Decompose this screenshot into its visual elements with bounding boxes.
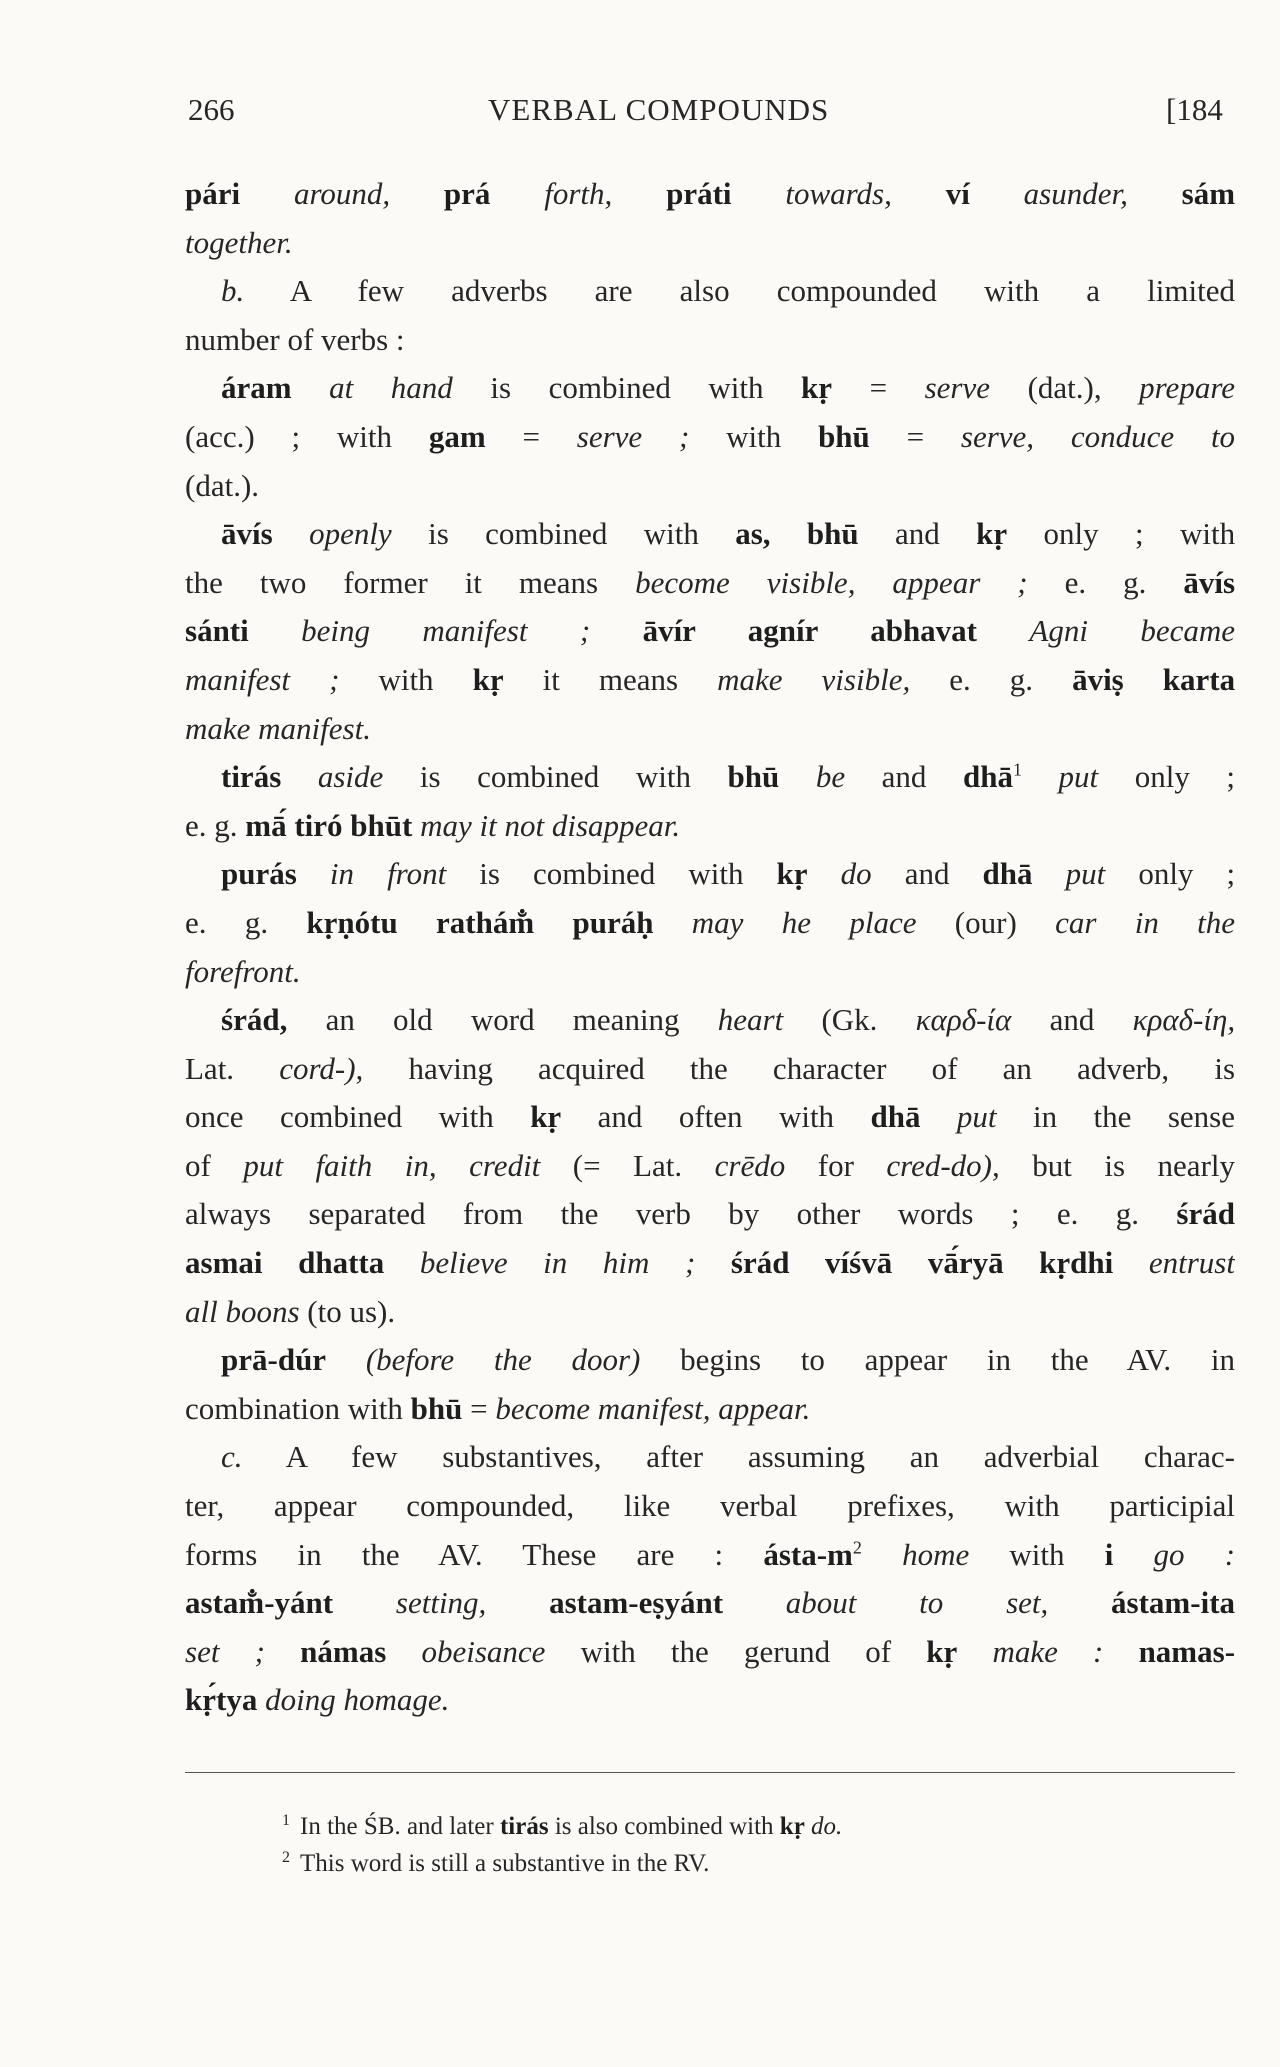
text-line: (dat.). bbox=[185, 467, 260, 503]
text-line: (acc.) ; with gam = serve ; with bhū = serve, conduce to bbox=[185, 418, 1235, 454]
text-line: set ; námas obeisance with the gerund of kṛ make : namas- bbox=[185, 1633, 1235, 1669]
text-line: e. g. kṛṇótu rathám̐ puráḥ may he place (our) car in the bbox=[185, 904, 1235, 940]
text-line: kṛ́tya doing homage. bbox=[185, 1682, 450, 1718]
text-line: b. A few adverbs are also compounded with a limited bbox=[221, 273, 1235, 309]
text-line: asmai dhatta believe in him ; śrád víśvā vā́ryā kṛdhi entrust bbox=[185, 1245, 1235, 1281]
text-line: number of verbs : bbox=[185, 321, 405, 357]
text-line: of put faith in, credit (= Lat. crēdo for cred-do), but is nearly bbox=[185, 1147, 1235, 1183]
footnote-1: $^1$ In the ŚB. and later tirás is also combined with kṛ do. bbox=[282, 1811, 843, 1840]
text-line: forms in the AV. These are : ásta-$m^2$ home with i go : bbox=[185, 1536, 1235, 1572]
footnote-divider bbox=[185, 1772, 1235, 1773]
text-line: sánti being manifest ; āvír agnír abhavat Agni became bbox=[185, 613, 1235, 649]
text-line: pári around, prá forth, práti towards, ví asunder, sám bbox=[185, 176, 1235, 211]
page-header bbox=[188, 92, 1238, 132]
text-line: áram at hand is combined with kṛ = serve (dat.), prepare bbox=[221, 370, 1235, 406]
text-line: always separated from the verb by other words ; e. g. śrád bbox=[185, 1196, 1235, 1232]
text-line: forefront. bbox=[185, 953, 301, 989]
text-line: purás in front is combined with kṛ do and dhā put only ; bbox=[221, 856, 1235, 892]
text-line: all boons (to us). bbox=[185, 1293, 396, 1329]
page-number: 266 bbox=[188, 92, 235, 127]
text-line: make manifest. bbox=[185, 710, 371, 746]
text-line: tirás aside is combined with bhū be and dhā$^1$ put only ; bbox=[221, 759, 1235, 795]
text-line: astam̐-yánt setting, astam-eṣyánt about to set, ástam-ita bbox=[185, 1585, 1235, 1621]
text-line: the two former it means become visible, appear ; e. g. āvís bbox=[185, 564, 1235, 600]
text-line: combination with bhū = become manifest, appear. bbox=[185, 1390, 811, 1426]
text-line: ter, appear compounded, like verbal prefixes, with participial bbox=[185, 1488, 1235, 1524]
footnotes bbox=[282, 1808, 842, 1882]
footnote-2: $^2$ This word is still a substantive in the RV. bbox=[282, 1848, 710, 1877]
body-text bbox=[185, 170, 1235, 1725]
text-line: śrád, an old word meaning heart (Gk. καρδ-ία and κραδ-ίη, bbox=[221, 1002, 1235, 1038]
text-line: manifest ; with kṛ it means make visible, e. g. āviṣ karta bbox=[185, 661, 1235, 697]
running-title: VERBAL COMPOUNDS bbox=[488, 92, 830, 127]
text-line: once combined with kṛ and often with dhā put in the sense bbox=[185, 1099, 1235, 1135]
text-line: together. bbox=[185, 224, 293, 260]
text-line: Lat. cord-), having acquired the character of an adverb, is bbox=[185, 1050, 1235, 1086]
text-line: e. g. mā́ tiró bhūt may it not disappear. bbox=[185, 807, 681, 843]
text-line: āvís openly is combined with as, bhū and kṛ only ; with bbox=[221, 516, 1235, 552]
text-line: prā-dúr (before the door) begins to appear in the AV. in bbox=[221, 1342, 1235, 1378]
text-line: c. A few substantives, after assuming an adverbial charac- bbox=[221, 1439, 1235, 1475]
section-number: [184 bbox=[1166, 92, 1223, 127]
